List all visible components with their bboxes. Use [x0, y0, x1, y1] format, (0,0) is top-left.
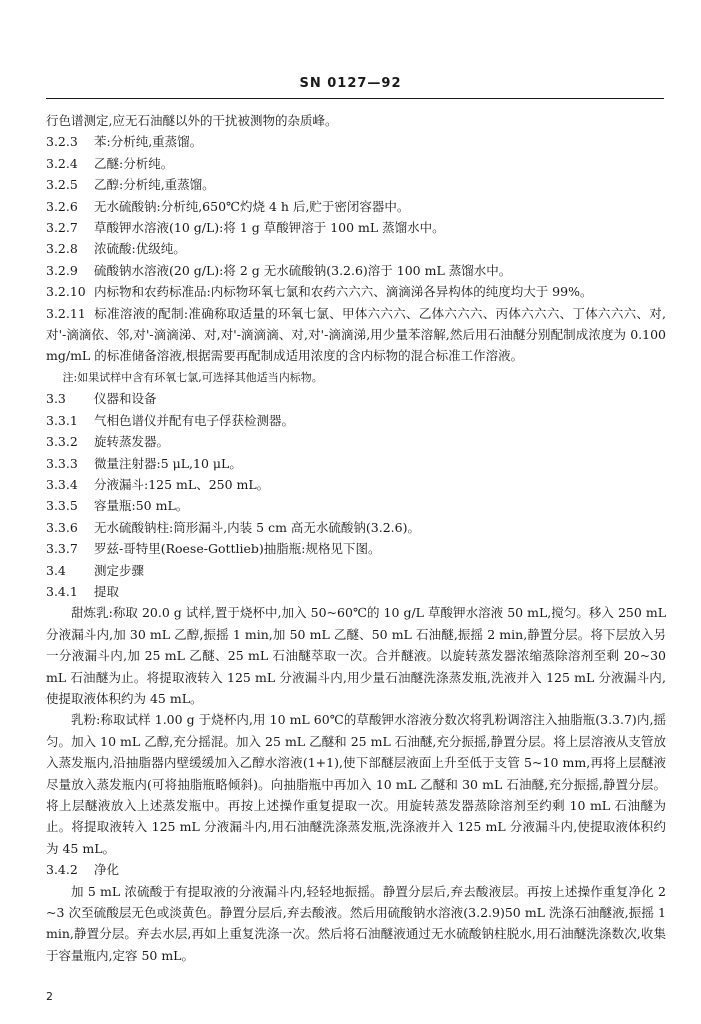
clause-number: 3.2.3 — [46, 134, 78, 150]
section-number: 3.4 — [46, 562, 66, 578]
clause-text: 内标物和农药标准品:内标物环氧七氯和农药六六六、滴滴涕各异构体的纯度均大于 99%。 — [94, 284, 593, 300]
clause-number: 3.2.11 — [46, 305, 86, 321]
clause-3-2-3 — [46, 131, 666, 152]
clause-3-2-5 — [46, 174, 666, 195]
clause-text: 微量注射器:5 μL,10 μL。 — [94, 455, 242, 471]
clause-3-3-6 — [46, 517, 666, 538]
clause-number: 3.2.7 — [46, 220, 78, 236]
clause-text: 硫酸钠水溶液(20 g/L):将 2 g 无水硫酸钠(3.2.6)溶于 100 mL 蒸馏水中。 — [94, 262, 512, 278]
clause-text: 提取 — [94, 583, 120, 599]
clause-3-4-2 — [46, 859, 666, 880]
clause-number: 3.2.10 — [46, 284, 86, 300]
section-3-4 — [46, 560, 666, 581]
clause-text: 乙醇:分析纯,重蒸馏。 — [94, 177, 215, 193]
clause-number: 3.2.5 — [46, 177, 78, 193]
paragraph-condensed-milk: 甜炼乳:称取 20.0 g 试样,置于烧杯中,加入 50~60℃的 10 g/L 草酸钾水溶液 50 mL,搅匀。移入 250 mL 分液漏斗内,加 30 mL 乙醇,振摇 1 min,加 50 mL 乙醚、50 mL 石油醚,振摇 2 min,静置分层。将下层放入另一分液漏斗内,加 25 mL 乙醚、25 mL 石油醚萃取一次。合并醚液。以旋转蒸发器浓缩蒸除溶剂至剩 20~30 mL 石油醚为止。将提取液转入 125 mL 分液漏斗内,用少量石油醚洗涤蒸发瓶,洗液并入 125 mL 分液漏斗内,使提取液体积约为 45 mL。 — [46, 605, 666, 706]
clause-3-2-4 — [46, 153, 666, 174]
body-text — [46, 110, 666, 966]
clause-3-3-3 — [46, 453, 666, 474]
clause-text: 无水硫酸钠:分析纯,650℃灼烧 4 h 后,贮于密闭容器中。 — [94, 198, 410, 214]
clause-text: 容量瓶:50 mL。 — [94, 498, 189, 514]
section-title: 测定步骤 — [94, 562, 145, 578]
clause-3-3-5 — [46, 495, 666, 516]
clause-3-2-7 — [46, 217, 666, 238]
page-number: 2 — [46, 990, 53, 1003]
clause-3-3-4 — [46, 474, 666, 495]
clause-number: 3.4.2 — [46, 862, 78, 878]
section-3-3 — [46, 388, 666, 409]
clause-text: 罗兹-哥特里(Roese-Gottlieb)抽脂瓶:规格见下图。 — [94, 541, 381, 557]
clause-number: 3.3.6 — [46, 519, 78, 535]
clause-number: 3.3.1 — [46, 412, 78, 428]
clause-3-3-7 — [46, 538, 666, 559]
clause-3-2-6 — [46, 196, 666, 217]
clause-text: 苯:分析纯,重蒸馏。 — [94, 134, 203, 150]
clause-number: 3.2.8 — [46, 241, 78, 257]
clause-3-3-1 — [46, 410, 666, 431]
clause-3-2-11 — [46, 303, 666, 367]
clause-number: 3.3.3 — [46, 455, 78, 471]
clause-number: 3.2.4 — [46, 155, 78, 171]
clause-number: 3.3.7 — [46, 541, 78, 557]
section-number: 3.3 — [46, 391, 66, 407]
paragraph-cleanup: 加 5 mL 浓硫酸于有提取液的分液漏斗内,轻轻地振摇。静置分层后,弃去酸液层。再按上述操作重复净化 2~3 次至硫酸层无色或淡黄色。静置分层后,弃去酸液。然后用硫酸钠水溶液(3.2.9)50 mL 洗涤石油醚液,振摇 1 min,静置分层。弃去水层,再如上重复洗涤一次。然后将石油醚液通过无水硫酸钠柱脱水,用石油醚洗涤数次,收集于容量瓶内,定容 50 mL。 — [46, 883, 666, 963]
clause-number: 3.3.2 — [46, 434, 78, 450]
header-rule — [46, 98, 664, 99]
clause-text: 浓硫酸:优级纯。 — [94, 241, 186, 257]
clause-text: 草酸钾水溶液(10 g/L):将 1 g 草酸钾溶于 100 mL 蒸馏水中。 — [94, 220, 445, 236]
clause-text: 标准溶液的配制:准确称取适量的环氧七氯、甲体六六六、乙体六六六、丙体六六六、丁体六六六、对,对'-滴滴依、邻,对'-滴滴涕、对,对'-滴滴滴、对,对'-滴滴涕,用少量苯溶解,然后用石油醚分别配制成浓度为 0.100 mg/mL 的标准储备溶液,根据需要再配制成适用浓度的含内标物的混合标准工作溶液。 — [46, 305, 666, 364]
clause-text: 分液漏斗:125 mL、250 mL。 — [94, 476, 270, 492]
clause-3-4-1 — [46, 581, 666, 602]
clause-3-2-9 — [46, 260, 666, 281]
clause-text: 气相色谱仪并配有电子俘获检测器。 — [94, 412, 295, 428]
section-title: 仪器和设备 — [94, 391, 157, 407]
clause-number: 3.4.1 — [46, 583, 78, 599]
clause-3-2-10 — [46, 281, 666, 302]
clause-number: 3.2.6 — [46, 198, 78, 214]
clause-text: 无水硫酸钠柱:筒形漏斗,内装 5 cm 高无水硫酸钠(3.2.6)。 — [94, 519, 420, 535]
continuation-line: 行色谱测定,应无石油醚以外的干扰被测物的杂质峰。 — [46, 113, 338, 128]
note: 注:如果试样中含有环氧七氯,可选择其他适当内标物。 — [62, 370, 323, 384]
clause-number: 3.2.9 — [46, 262, 78, 278]
clause-3-2-8 — [46, 238, 666, 259]
clause-number: 3.3.5 — [46, 498, 78, 514]
clause-3-3-2 — [46, 431, 666, 452]
standard-number-header: SN 0127—92 — [299, 76, 402, 91]
paragraph-milk-powder: 乳粉:称取试样 1.00 g 于烧杯内,用 10 mL 60℃的草酸钾水溶液分数次将乳粉调溶注入抽脂瓶(3.3.7)内,摇匀。加入 10 mL 乙醇,充分摇混。加入 25 mL 乙醚和 25 mL 石油醚,充分振摇,静置分层。将上层溶液从支管放入蒸发瓶内,沿抽脂器内壁缓缓加入乙醇水溶液(1+1),使下部醚层液面上升至低于支管 5~10 mm,再将上层醚液尽量放入蒸发瓶内(可将抽脂瓶略倾斜)。向抽脂瓶中再加入 10 mL 乙醚和 30 mL 石油醚,充分振摇,静置分层。将上层醚液放入上述蒸发瓶中。再按上述操作重复提取一次。用旋转蒸发器蒸除溶剂至约剩 10 mL 石油醚为止。将提取液转入 125 mL 分液漏斗内,用石油醚洗涤蒸发瓶,洗涤液并入 125 mL 分液漏斗内,使提取液体积约为 45 mL。 — [46, 712, 666, 856]
clause-text: 旋转蒸发器。 — [94, 434, 170, 450]
clause-text: 乙醚:分析纯。 — [94, 155, 174, 171]
clause-number: 3.3.4 — [46, 476, 78, 492]
clause-text: 净化 — [94, 862, 120, 878]
